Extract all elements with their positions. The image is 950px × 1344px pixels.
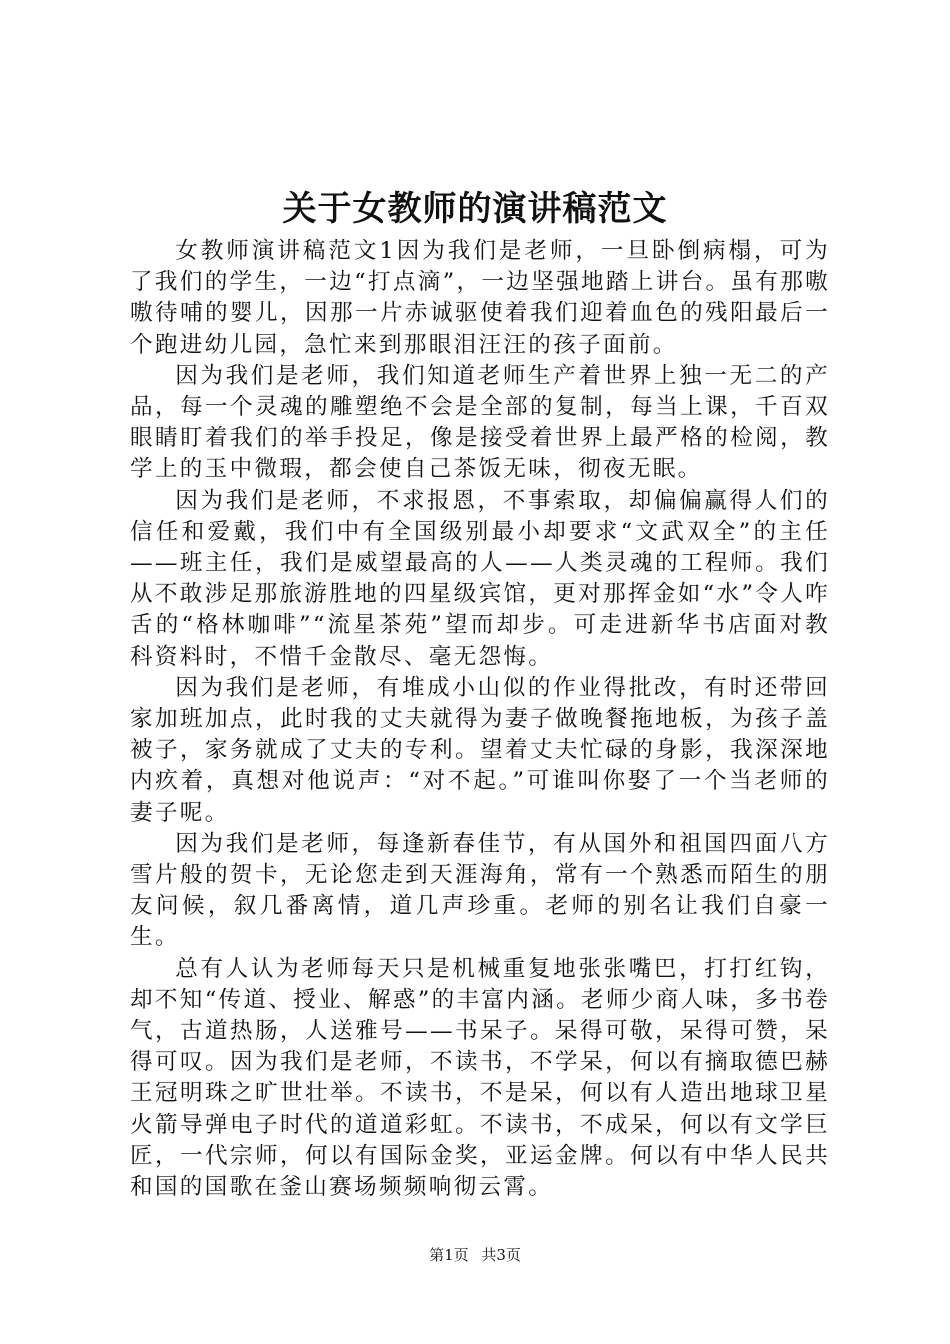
paragraph: 因为我们是老师，不求报恩，不事索取，却偏偏赢得人们的信任和爱戴，我们中有全国级别最小却要求“文武双全”的主任——班主任，我们是威望最高的人——人类灵魂的工程师。我们从不敢涉足那旅游胜地的四星级宾馆，更对那挥金如“水”令人咋舌的“格林咖啡”“流星茶苑”望而却步。可走进新华书店面对教科资料时，不惜千金散尽、毫无怨悔。: [130, 487, 830, 670]
page-total: 共3页: [481, 1246, 521, 1264]
paragraph: 因为我们是老师，我们知道老师生产着世界上独一无二的产品，每一个灵魂的雕塑绝不会是全部的复制，每当上课，千百双眼睛盯着我们的举手投足，像是接受着世界上最严格的检阅，教学上的玉中微瑕，都会使自己茶饭无味，彻夜无眠。: [130, 362, 830, 483]
paragraph: 因为我们是老师，有堆成小山似的作业得批改，有时还带回家加班加点，此时我的丈夫就得为妻子做晚餐拖地板，为孩子盖被子，家务就成了丈夫的专利。望着丈夫忙碌的身影，我深深地内疚着，真想对他说声：“对不起。”可谁叫你娶了一个当老师的妻子呢。: [130, 674, 830, 826]
document-title: 关于女教师的演讲稿范文: [282, 189, 668, 229]
paragraph: 因为我们是老师，每逢新春佳节，有从国外和祖国四面八方雪片般的贺卡，无论您走到天涯海角，常有一个熟悉而陌生的朋友问候，叙几番离情，道几声珍重。老师的别名让我们自豪一生。: [130, 830, 830, 951]
paragraph: 总有人认为老师每天只是机械重复地张张嘴巴，打打红钩，却不知“传道、授业、解惑”的丰富内涵。老师少商人味，多书卷气，古道热肠，人送雅号——书呆子。呆得可敬，呆得可赞，呆得可叹。因为我们是老师，不读书，不学呆，何以有摘取德巴赫王冠明珠之旷世壮举。不读书，不是呆，何以有人造出地球卫星火箭导弹电子时代的道道彩虹。不读书，不成呆，何以有文学巨匠，一代宗师，何以有国际金奖，亚运金牌。何以有中华人民共和国的国歌在釜山赛场频频响彻云霄。: [130, 955, 830, 1201]
paragraph: 女教师演讲稿范文1因为我们是老师，一旦卧倒病榻，可为了我们的学生，一边“打点滴”，一边坚强地踏上讲台。虽有那嗷嗷待哺的婴儿，因那一片赤诚驱使着我们迎着血色的残阳最后一个跑进幼儿园，急忙来到那眼泪汪汪的孩子面前。: [130, 238, 830, 358]
document-body: [130, 236, 830, 1203]
page-number: 第1页: [429, 1246, 469, 1264]
page-footer: [0, 1245, 950, 1265]
